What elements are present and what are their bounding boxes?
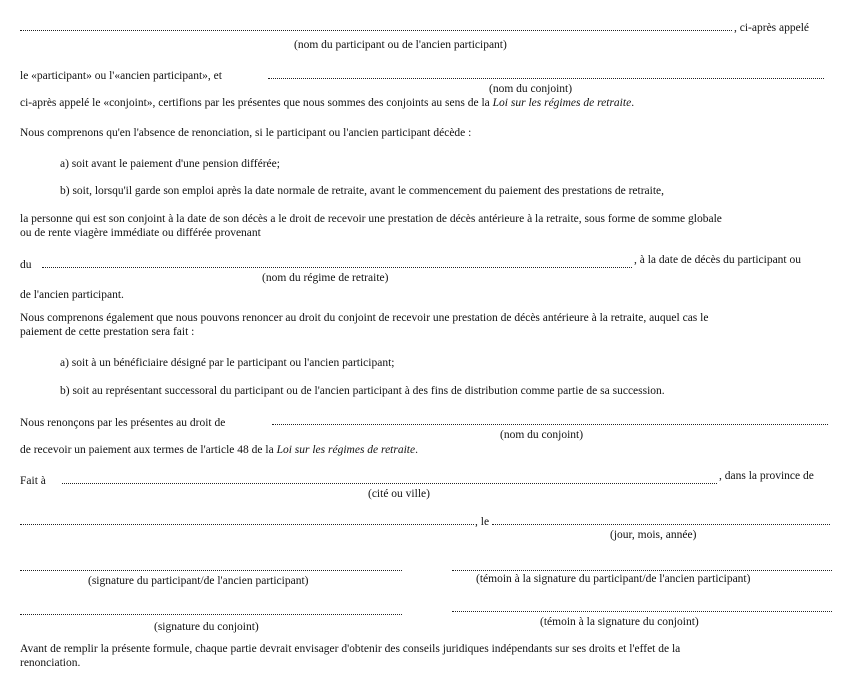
date-field[interactable] (492, 524, 830, 525)
final-note-line-2: renonciation. (20, 657, 81, 669)
pension-plan-name-caption: (nom du régime de retraite) (262, 272, 389, 284)
spouse-signature-field[interactable] (20, 614, 402, 615)
paragraph-1-item-a: a) soit avant le paiement d'une pension différée; (60, 158, 280, 170)
spouse-name-caption-2: (nom du conjoint) (500, 429, 584, 441)
death-date-label: , à la date de décès du participant ou (634, 254, 801, 266)
paragraph-1-item-b: b) soit, lorsqu'il garde son emploi après la date normale de retraite, avant le commencement du paiement des prestations de retraite, (60, 185, 665, 197)
paragraph-2-line-1: la personne qui est son conjoint à la date de son décès a le droit de recevoir une prestation de décès antérieure à la retraite, sous forme de somme globale (20, 213, 722, 225)
date-label: , le (475, 516, 490, 528)
spouse-signature-caption: (signature du conjoint) (154, 621, 259, 633)
certification-text: ci-après appelé le «conjoint», certifions par les présentes que nous sommes des conjoints au sens de la Loi sur les régimes de retraite. (20, 97, 635, 109)
participant-name-caption: (nom du participant ou de l'ancien participant) (294, 39, 507, 51)
du-label: du (20, 259, 32, 271)
spouse-name-field-2[interactable] (272, 424, 828, 425)
city-caption: (cité ou ville) (368, 488, 430, 500)
participant-witness-field[interactable] (452, 570, 832, 571)
renounce-label: Nous renonçons par les présentes au droit de (20, 417, 226, 429)
participant-name-field[interactable] (20, 30, 732, 31)
paragraph-3-line-2: paiement de cette prestation sera fait : (20, 326, 195, 338)
former-participant-label: de l'ancien participant. (20, 289, 124, 301)
participant-label: le «participant» ou l'«ancien participant», et (20, 70, 222, 82)
date-caption: (jour, mois, année) (610, 529, 697, 541)
spouse-witness-caption: (témoin à la signature du conjoint) (540, 616, 699, 628)
fait-label: Fait à (20, 475, 46, 487)
province-field[interactable] (20, 524, 474, 525)
city-field[interactable] (62, 483, 717, 484)
spouse-name-field-1[interactable] (268, 78, 824, 79)
spouse-name-caption-1: (nom du conjoint) (489, 83, 573, 95)
participant-witness-caption: (témoin à la signature du participant/de l'ancien participant) (476, 573, 751, 585)
spouse-witness-field[interactable] (452, 611, 832, 612)
paragraph-2-line-2: ou de rente viagère immédiate ou différée provenant (20, 227, 261, 239)
participant-signature-field[interactable] (20, 570, 402, 571)
paragraph-3-item-b: b) soit au représentant successoral du participant ou de l'ancien participant à des fins de distribution comme partie de sa succession. (60, 385, 665, 397)
paragraph-3-line-1: Nous comprenons également que nous pouvons renoncer au droit du conjoint de recevoir une prestation de décès antérieure à la retraite, auquel cas le (20, 312, 709, 324)
receive-payment-text: de recevoir un paiement aux termes de l'article 48 de la Loi sur les régimes de retraite. (20, 444, 418, 456)
participant-signature-caption: (signature du participant/de l'ancien participant) (88, 575, 309, 587)
paragraph-1: Nous comprenons qu'en l'absence de renonciation, si le participant ou l'ancien participant décède : (20, 127, 472, 139)
paragraph-3-item-a: a) soit à un bénéficiaire désigné par le participant ou l'ancien participant; (60, 357, 395, 369)
final-note-line-1: Avant de remplir la présente formule, chaque partie devrait envisager d'obtenir des conseils juridiques indépendants sur ses droits et l'effet de la (20, 643, 681, 655)
province-label: , dans la province de (719, 470, 814, 482)
pension-plan-name-field[interactable] (42, 267, 632, 268)
called-label: , ci-après appelé (734, 22, 810, 34)
